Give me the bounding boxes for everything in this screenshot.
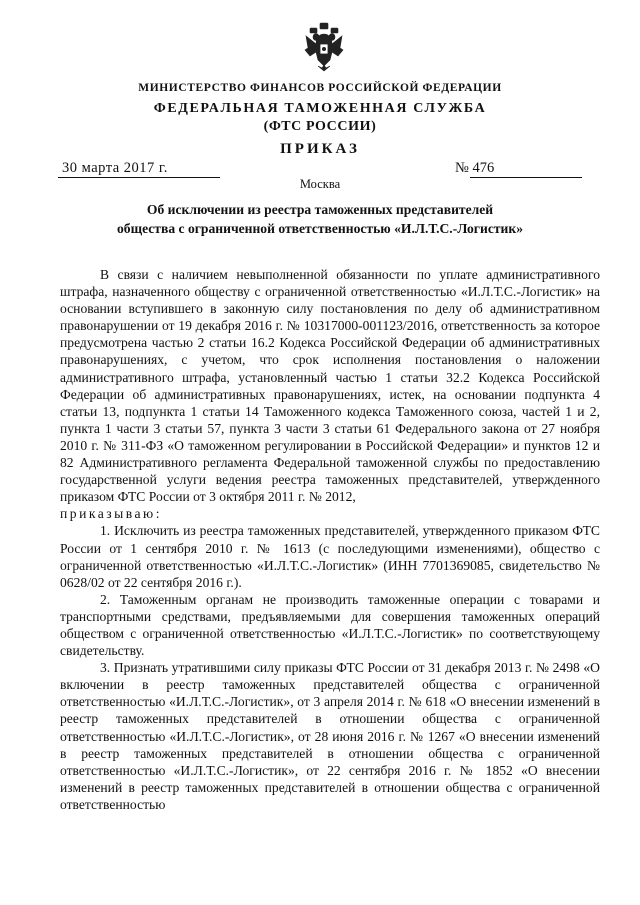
order-date: 30 марта 2017 г. xyxy=(62,160,168,176)
document-body xyxy=(60,266,600,813)
item-2-paragraph: 2. Таможенным органам не производить таможенные операции с товарами и транспортными средствами, предъявляемыми для совершения таможенных операций обществом с ограниченной ответственностью «И.Л.Т.С.-Логистик» по соответствующему свидетельству. xyxy=(60,591,600,659)
item-1-paragraph: 1. Исключить из реестра таможенных представителей, утвержденного приказом ФТС России от 1 сентября 2010 г. № 1613 (с последующими изменениями), общество с ограниченной ответственностью «И.Л.Т.С.-Логистик» (ИНН 7701369085, свидетельство № 0628/02 от 22 сентября 2016 г.). xyxy=(60,523,600,590)
city: Москва xyxy=(299,177,341,191)
heading-line-2: общества с ограниченной ответственностью «И.Л.Т.С.-Логистик» xyxy=(117,220,523,236)
service-abbreviation: (ФТС РОССИИ) xyxy=(263,119,377,134)
coat-of-arms-emblem-icon xyxy=(304,22,344,72)
ministry-name: МИНИСТЕРСТВО ФИНАНСОВ РОССИЙСКОЙ ФЕДЕРАЦИИ xyxy=(138,82,502,94)
order-word: приказываю: xyxy=(60,506,162,522)
service-name: ФЕДЕРАЛЬНАЯ ТАМОЖЕННАЯ СЛУЖБА xyxy=(153,101,487,116)
heading-line-1: Об исключении из реестра таможенных представителей xyxy=(146,202,494,217)
item-3-paragraph: 3. Признать утратившими силу приказы ФТС России от 31 декабря 2013 г. № 2498 «О включении в реестр таможенных представителей общества с ограниченной ответственностью «И.Л.Т.С.-Логистик», от 3 апреля 2014 г. № 618 «О внесении изменений в реестр таможенных представителей в отношении общества с ограниченной ответственностью «И.Л.Т.С.-Логистик», от 28 июня 2016 г. № 1267 «О внесении изменений в реестр таможенных представителей в отношении общества с ограниченной ответственностью «И.Л.Т.С.-Логистик», от 22 сентября 2016 г. № 1852 «О внесении изменений в реестр таможенных представителей в отношении общества с ограниченной ответственностью xyxy=(60,660,600,812)
preamble-paragraph: В связи с наличием невыполненной обязанности по уплате административного штрафа, назначенного обществу с ограниченной ответственностью «И.Л.Т.С.-Логистик» на основании вступившего в законную силу постановления по делу об административном правонарушении от 19 декабря 2016 г. № 10317000-001123/2016, ответственность за которое предусмотрена частью 2 статьи 16.2 Кодекса Российской Федерации об административных правонарушениях, с учетом, что срок исполнения постановления о наложении административного штрафа, установленный частью 1 статьи 32.2 Кодекса Российской Федерации об административных правонарушениях, истек, на основании подпункта 4 статьи 13, подпункта 1 статьи 14 Таможенного кодекса Таможенного союза, частей 1 и 2, пункта 1 части 3 статьи 57, пункта 3 части 3 статьи 61 Федерального закона от 27 ноября 2010 г. № 311-ФЗ «О таможенном регулировании в Российской Федерации» и пунктов 12 и 82 Административного регламента Федеральной таможенной службы по предоставлению государственной услуги ведения реестра таможенных представителей, утвержденного приказом ФТС России от 3 октября 2011 г. № 2012, xyxy=(60,267,600,505)
document-heading xyxy=(0,201,640,238)
document-type: ПРИКАЗ xyxy=(280,141,360,157)
order-number: № 476 xyxy=(455,160,495,176)
